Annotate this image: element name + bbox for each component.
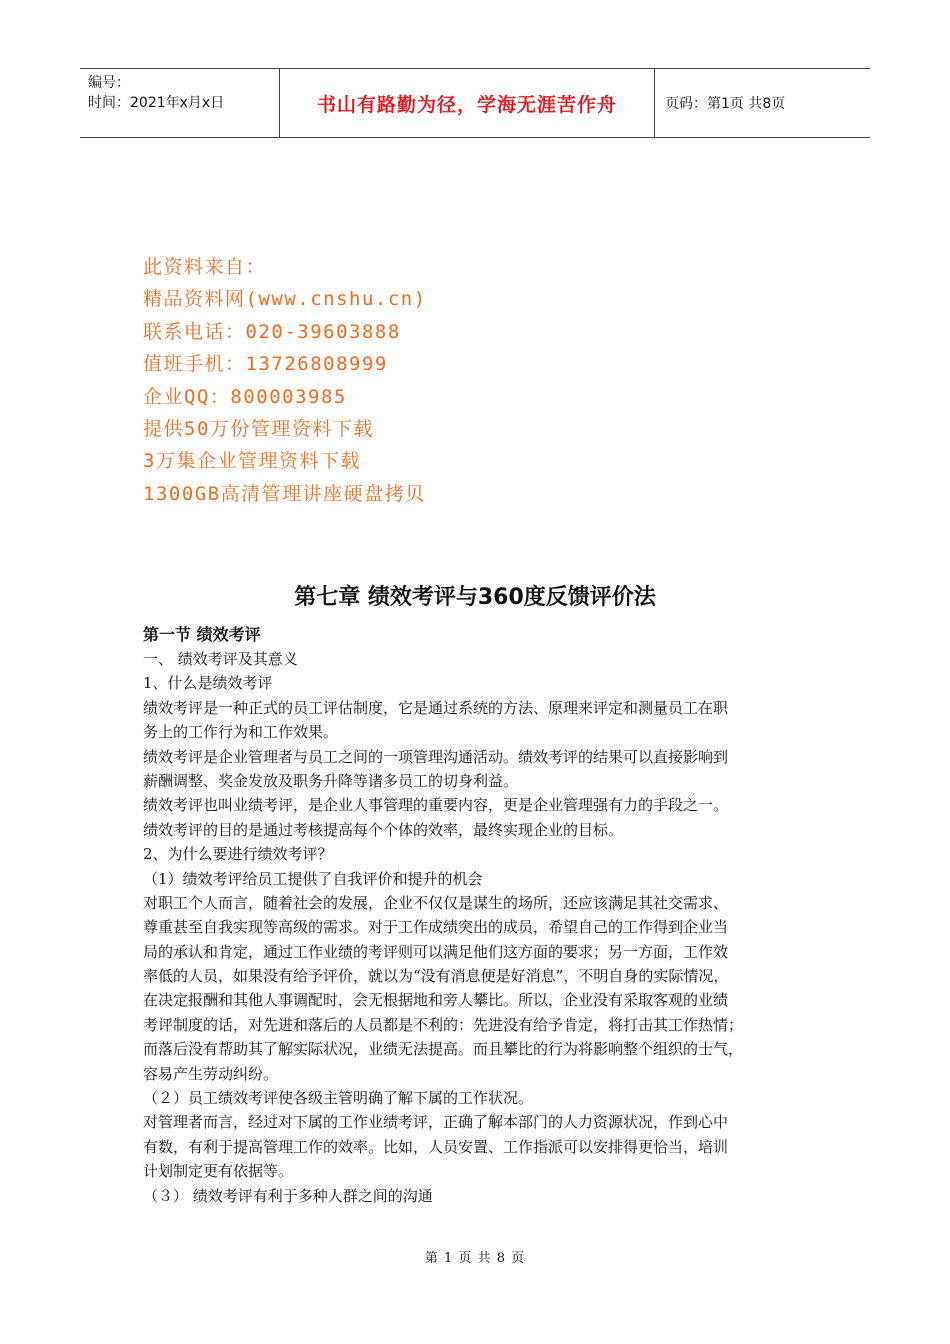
body-line: （1）绩效考评给员工提供了自我评价和提升的机会 xyxy=(143,869,483,888)
header-page-info: 页码：第1页 共8页 xyxy=(665,96,786,112)
header-meta xyxy=(80,69,280,137)
promo-line: 提供50万份管理资料下载 xyxy=(143,417,374,440)
body-line: 务上的工作行为和工作效果。 xyxy=(143,723,339,742)
chapter-title: 第七章 绩效考评与360度反馈评价法 xyxy=(294,585,656,610)
header-date: 时间：2021年x月x日 xyxy=(88,95,225,111)
body-line: 对管理者而言，经过对下属的工作业绩考评，正确了解本部门的人力资源状况，作到心中 xyxy=(143,1113,729,1132)
header-number-label: 编号： xyxy=(88,75,130,91)
body-line: 薪酬调整、奖金发放及职务升降等诸多员工的切身利益。 xyxy=(143,771,519,790)
body-text xyxy=(143,647,813,1208)
promo-line: 1300GB高清管理讲座硬盘拷贝 xyxy=(143,482,426,505)
page-footer: 第 1 页 共 8 页 xyxy=(424,1251,526,1266)
body-line: （２）员工绩效考评使各级主管明确了解下属的工作状况。 xyxy=(143,1089,534,1108)
header-motto: 书山有路勤为径，学海无涯苦作舟 xyxy=(316,93,617,116)
promo-line: 企业QQ：800003985 xyxy=(143,385,347,408)
promo-line: 值班手机：13726808999 xyxy=(143,353,388,376)
body-line: 绩效考评也叫业绩考评，是企业人事管理的重要内容，更是企业管理强有力的手段之一。 xyxy=(143,796,729,815)
promo-line: 3万集企业管理资料下载 xyxy=(143,450,361,473)
promo-line: 此资料来自： xyxy=(143,256,267,278)
promo-block xyxy=(143,251,427,510)
body-line: 考评制度的话，对先进和落后的人员都是不利的：先进没有给予肯定，将打击其工作热情； xyxy=(143,1015,744,1034)
body-line: 绩效考评是一种正式的员工评估制度，它是通过系统的方法、原理来评定和测量员工在职 xyxy=(143,698,729,717)
body-line: 计划制定更有依据等。 xyxy=(143,1162,294,1181)
body-line: 局的承认和肯定，通过工作业绩的考评则可以满足他们这方面的要求；另一方面，工作效 xyxy=(143,942,729,961)
body-line: 绩效考评是企业管理者与员工之间的一项管理沟通活动。绩效考评的结果可以直接影响到 xyxy=(143,747,729,766)
header-motto-cell xyxy=(280,69,655,137)
body-line: 一、 绩效考评及其意义 xyxy=(143,650,298,668)
body-line: 有数，有利于提高管理工作的效率。比如，人员安置、工作指派可以安排得更恰当，培训 xyxy=(143,1137,729,1156)
body-line: 而落后没有帮助其了解实际状况，业绩无法提高。而且攀比的行为将影响整个组织的士气， xyxy=(143,1040,744,1059)
body-line: 在决定报酬和其他人事调配时，会无根据地和旁人攀比。所以，企业没有采取客观的业绩 xyxy=(143,991,729,1010)
promo-line: 联系电话：020-39603888 xyxy=(143,320,401,343)
page-header xyxy=(80,68,870,138)
body-line: 绩效考评的目的是通过考核提高每个个体的效率，最终实现企业的目标。 xyxy=(143,820,624,839)
body-line: （３） 绩效考评有利于多种人群之间的沟通 xyxy=(143,1186,433,1205)
body-line: 容易产生劳动纠纷。 xyxy=(143,1064,279,1083)
body-line: 对职工个人而言，随着社会的发展，企业不仅仅是谋生的场所，还应该满足其社交需求、 xyxy=(143,893,729,912)
section-title: 第一节 绩效考评 xyxy=(143,625,261,644)
body-line: 1、什么是绩效考评 xyxy=(143,674,273,693)
body-line: 2、为什么要进行绩效考评？ xyxy=(143,845,333,864)
promo-line: 精品资料网(www.cnshu.cn) xyxy=(143,288,427,311)
body-line: 率低的人员，如果没有给予评价，就以为“没有消息便是好消息”，不明自身的实际情况， xyxy=(143,967,729,986)
body-line: 尊重甚至自我实现等高级的需求。对于工作成绩突出的成员，希望自己的工作得到企业当 xyxy=(143,918,729,937)
